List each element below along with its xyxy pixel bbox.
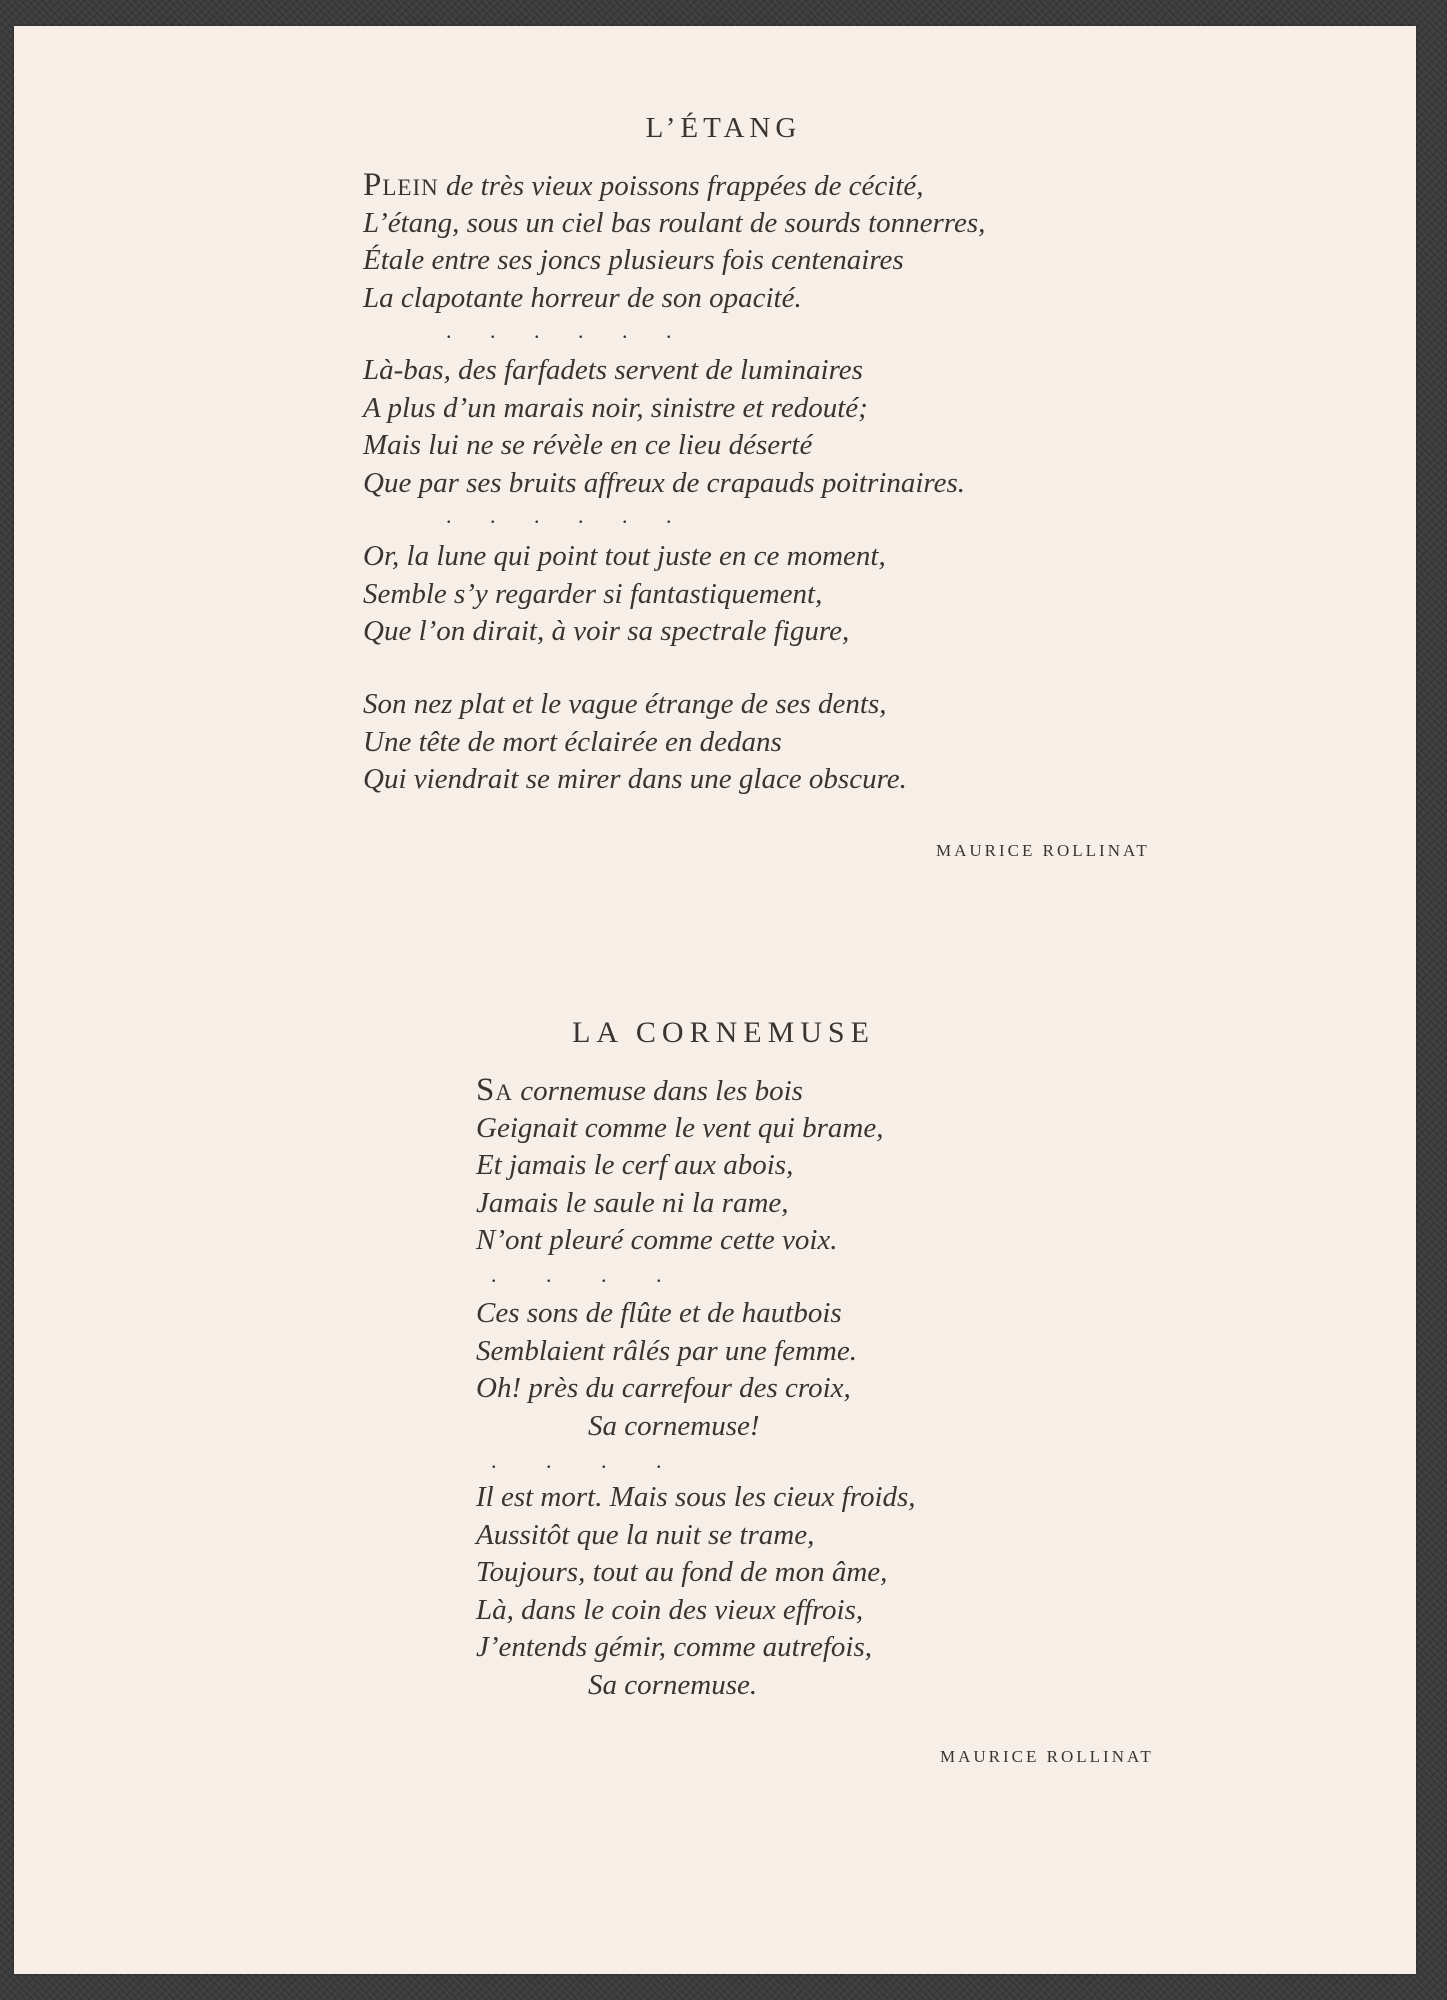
poem2-stanza-2 bbox=[476, 1295, 857, 1445]
poem2-line: J’entends gémir, comme autrefois, bbox=[476, 1631, 872, 1663]
poem2-line: Toujours, tout au fond de mon âme, bbox=[476, 1556, 888, 1588]
poem1-line: Son nez plat et le vague étrange de ses dents, bbox=[363, 688, 887, 720]
poem1-stanza-1 bbox=[363, 167, 985, 317]
small-caps: LEIN bbox=[382, 175, 439, 200]
drop-cap: S bbox=[476, 1072, 496, 1108]
poem2-stanza-3 bbox=[476, 1479, 916, 1704]
poem2-line: Jamais le saule ni la rame, bbox=[476, 1186, 789, 1219]
poem2-stanza-1 bbox=[476, 1072, 884, 1260]
poem2-line: Semblaient râlés par une femme. bbox=[476, 1334, 857, 1367]
poem1-line: Mais lui ne se révèle en ce lieu déserté bbox=[363, 429, 813, 461]
stanza-separator: . . . . . . bbox=[446, 503, 672, 528]
poem2-line: Oh! près du carrefour des croix, bbox=[476, 1372, 851, 1404]
stanza-separator: . . . . bbox=[491, 1448, 662, 1473]
poem1-line: Que l’on dirait, à voir sa spectrale figure, bbox=[363, 615, 850, 647]
drop-cap: P bbox=[363, 167, 383, 203]
line-text: cornemuse dans les bois bbox=[512, 1075, 803, 1107]
poem2-line: Et jamais le cerf aux abois, bbox=[476, 1149, 794, 1181]
stanza-separator: . . . . bbox=[491, 1262, 662, 1287]
poem1-stanza-2 bbox=[363, 352, 965, 502]
poem2-line-1 bbox=[476, 1072, 884, 1110]
poem1-stanza-4 bbox=[363, 686, 907, 799]
poem1-line: La clapotante horreur de son opacité. bbox=[363, 281, 802, 314]
poem1-line: Là-bas, des farfadets servent de luminaires bbox=[363, 354, 863, 386]
poem1-line: Une tête de mort éclairée en dedans bbox=[363, 725, 782, 758]
line-text: de très vieux poissons frappées de cécité, bbox=[438, 170, 924, 202]
poem2-line: Il est mort. Mais sous les cieux froids, bbox=[476, 1481, 916, 1513]
poem1-stanza-3 bbox=[363, 538, 886, 651]
poem-title-l-etang: L’ÉTANG bbox=[645, 112, 802, 144]
poem1-line: Or, la lune qui point tout juste en ce moment, bbox=[363, 540, 886, 572]
poem2-line: Ces sons de flûte et de hautbois bbox=[476, 1297, 842, 1329]
poem1-line: Qui viendrait se mirer dans une glace obscure. bbox=[363, 763, 907, 795]
poem1-line: Que par ses bruits affreux de crapauds poitrinaires. bbox=[363, 466, 965, 499]
stanza-separator: . . . . . . bbox=[446, 318, 672, 343]
poem1-line: Semble s’y regarder si fantastiquement, bbox=[363, 577, 823, 610]
poem2-line: Là, dans le coin des vieux effrois, bbox=[476, 1593, 864, 1626]
poem2-refrain: Sa cornemuse. bbox=[588, 1668, 758, 1701]
poem1-line: A plus d’un marais noir, sinistre et redouté; bbox=[363, 391, 868, 424]
small-caps: A bbox=[495, 1080, 513, 1105]
poem2-line: Aussitôt que la nuit se trame, bbox=[476, 1518, 815, 1551]
poem2-line: N’ont pleuré comme cette voix. bbox=[476, 1224, 838, 1256]
poem1-author: MAURICE ROLLINAT bbox=[936, 841, 1150, 860]
poem1-line: L’étang, sous un ciel bas roulant de sourds tonnerres, bbox=[363, 206, 986, 239]
poem1-line: Étale entre ses joncs plusieurs fois centenaires bbox=[363, 244, 904, 276]
poem2-refrain: Sa cornemuse! bbox=[588, 1409, 760, 1442]
poem1-line-1 bbox=[363, 167, 985, 205]
poem2-author: MAURICE ROLLINAT bbox=[940, 1747, 1154, 1766]
poem2-line: Geignait comme le vent qui brame, bbox=[476, 1111, 884, 1144]
poem-title-la-cornemuse: LA CORNEMUSE bbox=[572, 1016, 875, 1049]
